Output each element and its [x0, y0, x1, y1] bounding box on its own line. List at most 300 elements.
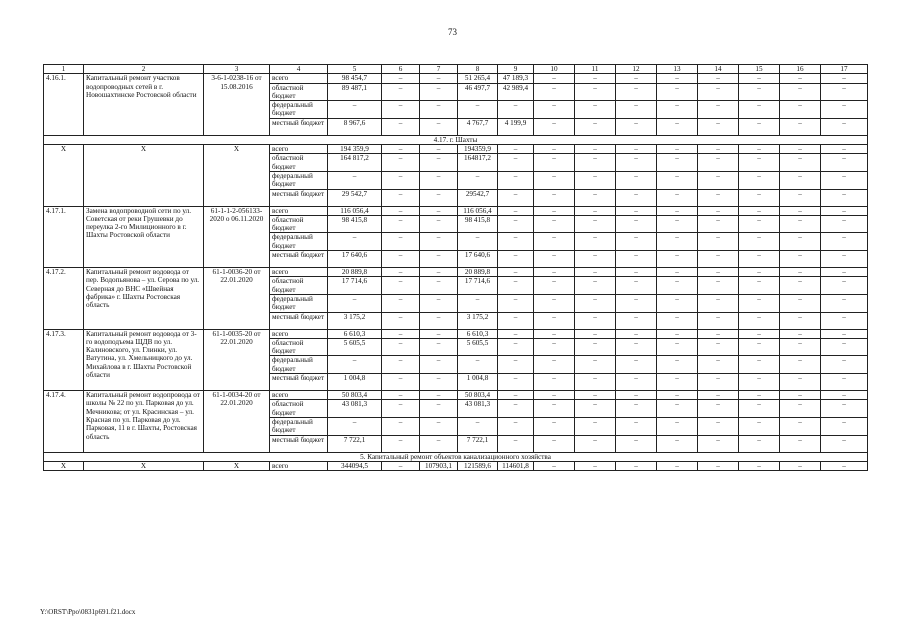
funding-source: областной бюджет	[270, 277, 328, 295]
value-col-8: 1 004,8	[458, 374, 498, 391]
value-col-9: –	[498, 233, 534, 251]
column-header-2: 2	[84, 65, 204, 74]
value-col-9: –	[498, 154, 534, 172]
value-col-10: –	[534, 329, 575, 338]
value-col-7: –	[420, 74, 458, 83]
value-col-8: 29542,7	[458, 189, 498, 206]
value-col-6: –	[382, 233, 420, 251]
value-col-5: 3 175,2	[328, 312, 382, 329]
funding-source: местный бюджет	[270, 251, 328, 268]
item-document: 61-1-0035-20 от 22.01.2020	[204, 329, 270, 390]
item-code: 4.17.4.	[44, 391, 84, 452]
value-col-14: –	[698, 154, 739, 172]
value-col-11: –	[575, 171, 616, 189]
value-col-15: –	[739, 189, 780, 206]
value-col-10: –	[534, 461, 575, 470]
funding-source: федеральный бюджет	[270, 294, 328, 312]
value-col-6: –	[382, 189, 420, 206]
value-col-13: –	[657, 154, 698, 172]
value-col-8: 7 722,1	[458, 435, 498, 452]
value-col-11: –	[575, 329, 616, 338]
value-col-8: 51 265,4	[458, 74, 498, 83]
funding-source: областной бюджет	[270, 338, 328, 356]
value-col-8: –	[458, 356, 498, 374]
value-col-13: –	[657, 101, 698, 119]
value-col-5: –	[328, 101, 382, 119]
section-heading-row	[44, 135, 868, 144]
value-col-12: –	[616, 461, 657, 470]
value-col-9: –	[498, 101, 534, 119]
budget-table	[43, 64, 868, 471]
value-col-5: –	[328, 233, 382, 251]
value-col-8: 3 175,2	[458, 312, 498, 329]
value-col-17: –	[821, 338, 868, 356]
value-col-12: –	[616, 233, 657, 251]
item-name: Замена водопроводной сети по ул. Советская от реки Грушевки до переулка 2-го Милиционного в г. Шахты Ростовской области	[84, 206, 204, 267]
value-col-10: –	[534, 233, 575, 251]
value-col-10: –	[534, 356, 575, 374]
value-col-13: –	[657, 329, 698, 338]
column-header-6: 6	[382, 65, 420, 74]
value-col-6: –	[382, 268, 420, 277]
value-col-17: –	[821, 356, 868, 374]
header-row	[44, 65, 868, 74]
value-col-8: –	[458, 417, 498, 435]
value-col-14: –	[698, 461, 739, 470]
value-col-13: –	[657, 189, 698, 206]
value-col-7: –	[420, 171, 458, 189]
value-col-5: –	[328, 294, 382, 312]
value-col-10: –	[534, 277, 575, 295]
value-col-10: –	[534, 338, 575, 356]
value-col-7: –	[420, 101, 458, 119]
value-col-16: –	[780, 435, 821, 452]
value-col-6: –	[382, 461, 420, 470]
value-col-9: –	[498, 145, 534, 154]
value-col-6: –	[382, 435, 420, 452]
column-header-12: 12	[616, 65, 657, 74]
value-col-8: 17 640,6	[458, 251, 498, 268]
value-col-14: –	[698, 83, 739, 101]
value-col-16: –	[780, 329, 821, 338]
value-col-8: 98 415,8	[458, 215, 498, 233]
value-col-11: –	[575, 215, 616, 233]
funding-source: местный бюджет	[270, 312, 328, 329]
value-col-7: –	[420, 417, 458, 435]
value-col-7: –	[420, 435, 458, 452]
value-col-12: –	[616, 356, 657, 374]
value-col-7: –	[420, 83, 458, 101]
value-col-11: –	[575, 101, 616, 119]
value-col-7: –	[420, 329, 458, 338]
value-col-6: –	[382, 206, 420, 215]
value-col-16: –	[780, 74, 821, 83]
value-col-13: –	[657, 294, 698, 312]
item-code: 4.17.3.	[44, 329, 84, 390]
item-document: Х	[204, 145, 270, 206]
value-col-17: –	[821, 189, 868, 206]
footer-file-path: Y:\ORST\Ppo\0831p691.f21.docx	[40, 608, 136, 616]
value-col-17: –	[821, 154, 868, 172]
value-col-12: –	[616, 400, 657, 418]
value-col-10: –	[534, 435, 575, 452]
value-col-17: –	[821, 391, 868, 400]
table-row	[44, 391, 868, 400]
value-col-14: –	[698, 206, 739, 215]
value-col-12: –	[616, 417, 657, 435]
table-row	[44, 145, 868, 154]
value-col-14: –	[698, 338, 739, 356]
value-col-9: –	[498, 417, 534, 435]
value-col-10: –	[534, 312, 575, 329]
value-col-16: –	[780, 277, 821, 295]
value-col-15: –	[739, 233, 780, 251]
value-col-8: 164817,2	[458, 154, 498, 172]
value-col-16: –	[780, 171, 821, 189]
value-col-5: –	[328, 417, 382, 435]
value-col-11: –	[575, 400, 616, 418]
value-col-11: –	[575, 356, 616, 374]
value-col-9: –	[498, 189, 534, 206]
value-col-16: –	[780, 83, 821, 101]
value-col-14: –	[698, 277, 739, 295]
section-heading: 4.17. г. Шахты	[44, 135, 868, 144]
value-col-11: –	[575, 74, 616, 83]
funding-source: областной бюджет	[270, 215, 328, 233]
table-row	[44, 206, 868, 215]
item-name: Капитальный ремонт водовода от 3-го водоподъема ЩДВ по ул. Калиновского, ул. Глинки, ул. Ватутина, ул. Хмельницкого до ул. Михайлова в г. Шахты Ростовской области	[84, 329, 204, 390]
value-col-6: –	[382, 329, 420, 338]
value-col-8: 50 803,4	[458, 391, 498, 400]
value-col-14: –	[698, 268, 739, 277]
value-col-5: 29 542,7	[328, 189, 382, 206]
value-col-17: –	[821, 145, 868, 154]
value-col-14: –	[698, 101, 739, 119]
value-col-5: 164 817,2	[328, 154, 382, 172]
value-col-17: –	[821, 400, 868, 418]
value-col-17: –	[821, 233, 868, 251]
value-col-9: –	[498, 356, 534, 374]
value-col-15: –	[739, 118, 780, 135]
value-col-16: –	[780, 461, 821, 470]
value-col-17: –	[821, 294, 868, 312]
value-col-15: –	[739, 74, 780, 83]
value-col-9: –	[498, 329, 534, 338]
value-col-17: –	[821, 461, 868, 470]
column-header-14: 14	[698, 65, 739, 74]
value-col-6: –	[382, 215, 420, 233]
value-col-5: –	[328, 356, 382, 374]
section-heading-row	[44, 452, 868, 461]
value-col-14: –	[698, 171, 739, 189]
value-col-7: –	[420, 312, 458, 329]
value-col-10: –	[534, 374, 575, 391]
value-col-11: –	[575, 118, 616, 135]
value-col-7: –	[420, 145, 458, 154]
value-col-5: 194 359,9	[328, 145, 382, 154]
value-col-13: –	[657, 391, 698, 400]
value-col-8: 17 714,6	[458, 277, 498, 295]
value-col-10: –	[534, 83, 575, 101]
value-col-7: –	[420, 277, 458, 295]
value-col-13: –	[657, 277, 698, 295]
value-col-13: –	[657, 268, 698, 277]
value-col-13: –	[657, 435, 698, 452]
value-col-6: –	[382, 400, 420, 418]
value-col-9: –	[498, 171, 534, 189]
value-col-8: 194359,9	[458, 145, 498, 154]
value-col-9: –	[498, 206, 534, 215]
value-col-7: –	[420, 189, 458, 206]
value-col-10: –	[534, 251, 575, 268]
value-col-11: –	[575, 251, 616, 268]
column-header-1: 1	[44, 65, 84, 74]
table-row	[44, 74, 868, 83]
value-col-14: –	[698, 356, 739, 374]
value-col-15: –	[739, 215, 780, 233]
funding-source: всего	[270, 145, 328, 154]
funding-source: всего	[270, 391, 328, 400]
table-row	[44, 268, 868, 277]
value-col-5: 50 803,4	[328, 391, 382, 400]
value-col-5: 17 714,6	[328, 277, 382, 295]
value-col-9: 47 189,3	[498, 74, 534, 83]
column-header-7: 7	[420, 65, 458, 74]
value-col-13: –	[657, 233, 698, 251]
value-col-7: –	[420, 391, 458, 400]
value-col-6: –	[382, 338, 420, 356]
value-col-7: –	[420, 233, 458, 251]
value-col-15: –	[739, 83, 780, 101]
value-col-6: –	[382, 294, 420, 312]
value-col-13: –	[657, 215, 698, 233]
value-col-8: 121589,6	[458, 461, 498, 470]
value-col-16: –	[780, 374, 821, 391]
value-col-11: –	[575, 189, 616, 206]
value-col-15: –	[739, 417, 780, 435]
value-col-8: 4 767,7	[458, 118, 498, 135]
funding-source: местный бюджет	[270, 435, 328, 452]
value-col-6: –	[382, 118, 420, 135]
column-header-16: 16	[780, 65, 821, 74]
value-col-13: –	[657, 118, 698, 135]
value-col-9: 4 199,9	[498, 118, 534, 135]
item-document: 3-6-1-0238-16 от 15.08.2016	[204, 74, 270, 135]
value-col-7: –	[420, 356, 458, 374]
value-col-6: –	[382, 251, 420, 268]
value-col-14: –	[698, 391, 739, 400]
value-col-15: –	[739, 400, 780, 418]
value-col-14: –	[698, 189, 739, 206]
table-header	[44, 65, 868, 74]
item-document: 61-1-0034-20 от 22.01.2020	[204, 391, 270, 452]
value-col-17: –	[821, 417, 868, 435]
value-col-8: 5 605,5	[458, 338, 498, 356]
value-col-5: 7 722,1	[328, 435, 382, 452]
value-col-11: –	[575, 206, 616, 215]
value-col-15: –	[739, 435, 780, 452]
value-col-5: 344094,5	[328, 461, 382, 470]
value-col-13: –	[657, 171, 698, 189]
value-col-8: 6 610,3	[458, 329, 498, 338]
value-col-13: –	[657, 400, 698, 418]
value-col-6: –	[382, 277, 420, 295]
value-col-7: –	[420, 206, 458, 215]
item-name: Капитальный ремонт участков водопроводных сетей в г. Новошахтинске Ростовской области	[84, 74, 204, 135]
funding-source: федеральный бюджет	[270, 233, 328, 251]
column-header-10: 10	[534, 65, 575, 74]
section-heading: 5. Капитальный ремонт объектов канализационного хозяйства	[44, 452, 868, 461]
value-col-12: –	[616, 294, 657, 312]
value-col-5: 89 487,1	[328, 83, 382, 101]
value-col-12: –	[616, 154, 657, 172]
value-col-16: –	[780, 189, 821, 206]
value-col-17: –	[821, 435, 868, 452]
value-col-15: –	[739, 391, 780, 400]
value-col-16: –	[780, 312, 821, 329]
value-col-7: –	[420, 338, 458, 356]
value-col-12: –	[616, 268, 657, 277]
column-header-4: 4	[270, 65, 328, 74]
funding-source: всего	[270, 461, 328, 470]
value-col-14: –	[698, 400, 739, 418]
value-col-15: –	[739, 374, 780, 391]
value-col-11: –	[575, 461, 616, 470]
value-col-10: –	[534, 171, 575, 189]
value-col-17: –	[821, 118, 868, 135]
value-col-15: –	[739, 294, 780, 312]
value-col-12: –	[616, 312, 657, 329]
column-header-3: 3	[204, 65, 270, 74]
value-col-17: –	[821, 312, 868, 329]
value-col-17: –	[821, 215, 868, 233]
value-col-15: –	[739, 206, 780, 215]
value-col-9: –	[498, 215, 534, 233]
value-col-9: 114601,8	[498, 461, 534, 470]
value-col-6: –	[382, 374, 420, 391]
value-col-16: –	[780, 356, 821, 374]
value-col-9: –	[498, 374, 534, 391]
value-col-15: –	[739, 171, 780, 189]
item-document: 61-1-0036-20 от 22.01.2020	[204, 268, 270, 329]
value-col-8: 46 497,7	[458, 83, 498, 101]
value-col-10: –	[534, 215, 575, 233]
value-col-15: –	[739, 329, 780, 338]
value-col-6: –	[382, 171, 420, 189]
value-col-9: –	[498, 400, 534, 418]
value-col-17: –	[821, 74, 868, 83]
value-col-14: –	[698, 233, 739, 251]
value-col-9: –	[498, 435, 534, 452]
value-col-9: –	[498, 277, 534, 295]
value-col-12: –	[616, 435, 657, 452]
value-col-9: –	[498, 294, 534, 312]
page-number: 73	[448, 27, 457, 37]
value-col-9: –	[498, 312, 534, 329]
value-col-13: –	[657, 417, 698, 435]
funding-source: местный бюджет	[270, 189, 328, 206]
value-col-11: –	[575, 277, 616, 295]
value-col-6: –	[382, 83, 420, 101]
value-col-14: –	[698, 374, 739, 391]
value-col-14: –	[698, 145, 739, 154]
value-col-7: 107903,1	[420, 461, 458, 470]
value-col-7: –	[420, 215, 458, 233]
value-col-13: –	[657, 338, 698, 356]
funding-source: всего	[270, 206, 328, 215]
value-col-12: –	[616, 189, 657, 206]
value-col-13: –	[657, 461, 698, 470]
value-col-15: –	[739, 154, 780, 172]
value-col-11: –	[575, 435, 616, 452]
table-body	[44, 74, 868, 471]
column-header-15: 15	[739, 65, 780, 74]
value-col-13: –	[657, 83, 698, 101]
value-col-14: –	[698, 294, 739, 312]
value-col-14: –	[698, 435, 739, 452]
value-col-6: –	[382, 312, 420, 329]
value-col-17: –	[821, 251, 868, 268]
value-col-12: –	[616, 338, 657, 356]
value-col-8: –	[458, 294, 498, 312]
value-col-12: –	[616, 329, 657, 338]
value-col-16: –	[780, 215, 821, 233]
value-col-17: –	[821, 171, 868, 189]
value-col-16: –	[780, 145, 821, 154]
value-col-15: –	[739, 356, 780, 374]
value-col-12: –	[616, 118, 657, 135]
value-col-16: –	[780, 233, 821, 251]
value-col-6: –	[382, 101, 420, 119]
value-col-16: –	[780, 294, 821, 312]
value-col-14: –	[698, 251, 739, 268]
item-name: Капитальный ремонт водопровода от школы № 22 по ул. Парковая до ул. Мечникова; от ул. Красинская – ул. Красная по ул. Парковая до ул. Парковая, 11 в г. Шахты, Ростовская область	[84, 391, 204, 452]
item-name: Х	[84, 145, 204, 206]
value-col-9: –	[498, 338, 534, 356]
table-row	[44, 461, 868, 470]
value-col-11: –	[575, 294, 616, 312]
value-col-8: –	[458, 233, 498, 251]
value-col-16: –	[780, 154, 821, 172]
funding-source: областной бюджет	[270, 154, 328, 172]
funding-source: местный бюджет	[270, 374, 328, 391]
value-col-7: –	[420, 251, 458, 268]
column-header-13: 13	[657, 65, 698, 74]
value-col-9: –	[498, 251, 534, 268]
value-col-12: –	[616, 277, 657, 295]
column-header-9: 9	[498, 65, 534, 74]
value-col-10: –	[534, 400, 575, 418]
value-col-12: –	[616, 215, 657, 233]
value-col-5: –	[328, 171, 382, 189]
value-col-13: –	[657, 251, 698, 268]
value-col-16: –	[780, 400, 821, 418]
column-header-8: 8	[458, 65, 498, 74]
value-col-10: –	[534, 417, 575, 435]
item-document: 61-1-1-2-056133-2020 о 06.11.2020	[204, 206, 270, 267]
value-col-7: –	[420, 268, 458, 277]
value-col-11: –	[575, 145, 616, 154]
value-col-15: –	[739, 251, 780, 268]
value-col-17: –	[821, 268, 868, 277]
item-code: Х	[44, 145, 84, 206]
funding-source: федеральный бюджет	[270, 356, 328, 374]
value-col-17: –	[821, 374, 868, 391]
value-col-13: –	[657, 374, 698, 391]
funding-source: федеральный бюджет	[270, 171, 328, 189]
value-col-16: –	[780, 101, 821, 119]
funding-source: всего	[270, 329, 328, 338]
